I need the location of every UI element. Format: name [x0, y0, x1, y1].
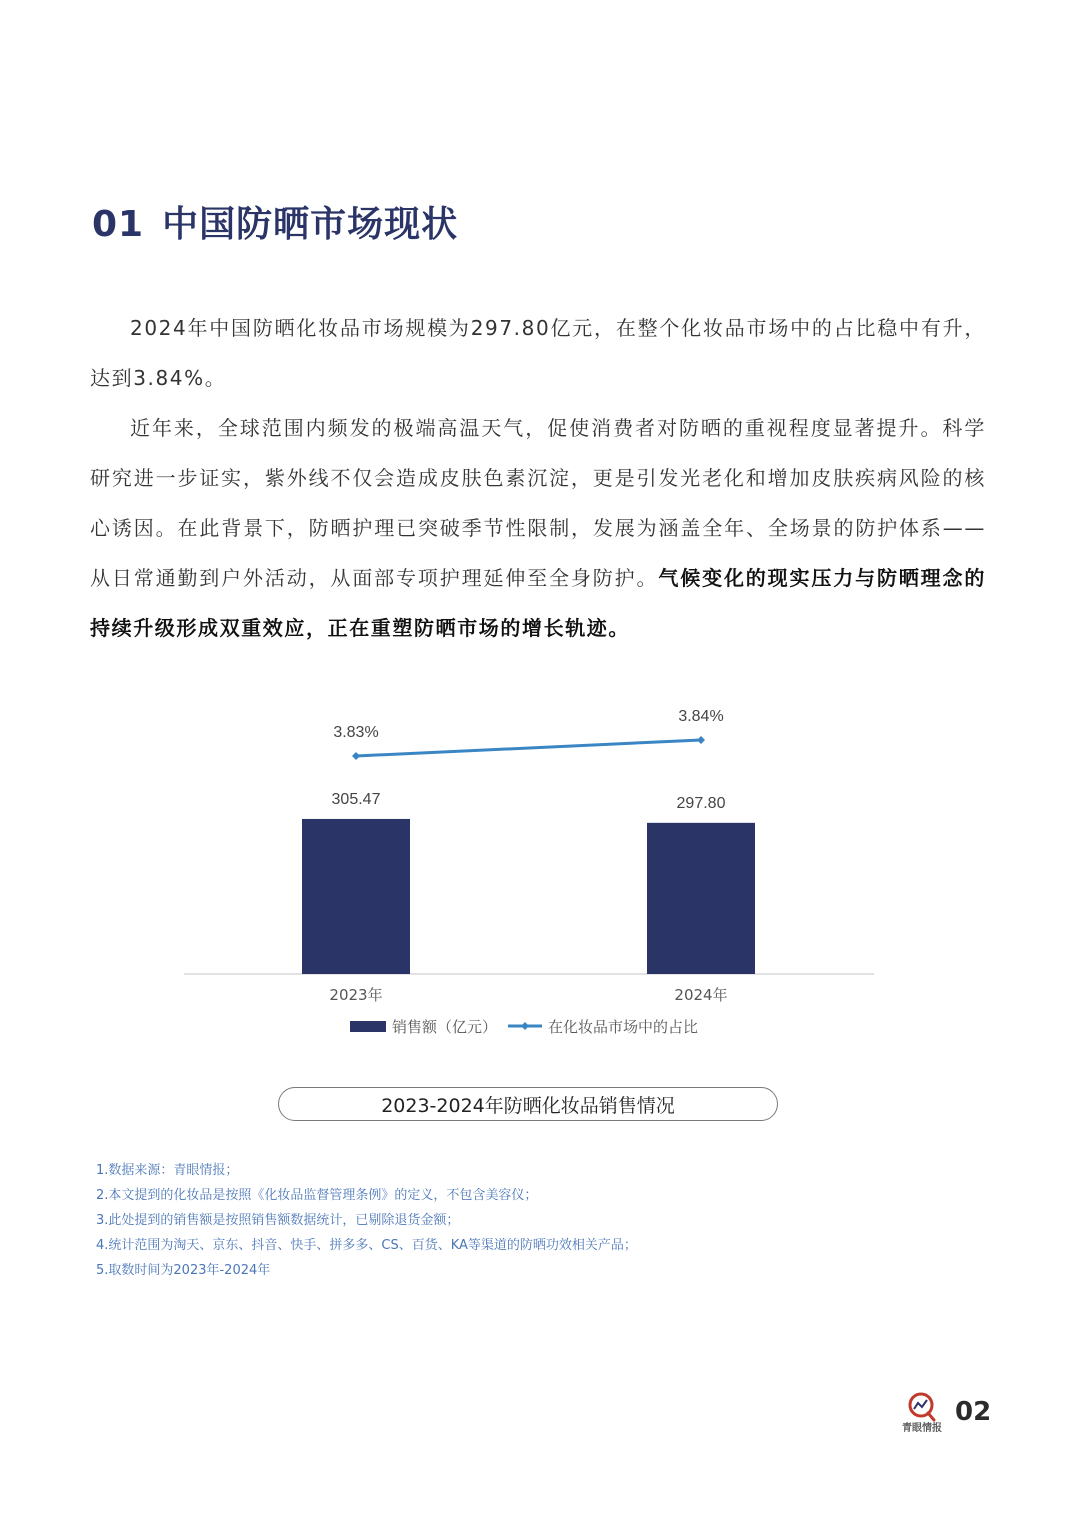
paragraph-2-text: 近年来，全球范围内频发的极端高温天气，促使消费者对防晒的重视程度显著提升。科学研究进一步证实，紫外线不仅会造成皮肤色素沉淀，更是引发光老化和增加皮肤疾病风险的核心诱因。在此背景下，防晒护理已突破季节性限制，发展为涵盖全年、全场景的防护体系——从日常通勤到户外活动，从面部专项护理延伸至全身防护。: [90, 416, 986, 590]
section-number: 01: [92, 204, 145, 245]
chart-caption: 2023-2024年防晒化妆品销售情况: [278, 1087, 778, 1121]
bar-data-label: 297.80: [676, 794, 726, 812]
x-tick-label: 2024年: [674, 986, 728, 1004]
legend-line-marker: [521, 1022, 529, 1030]
section-heading: 中国防晒市场现状: [162, 204, 459, 245]
bar-data-label: 305.47: [331, 790, 381, 808]
note-item: 2.本文提到的化妆品是按照《化妆品监督管理条例》的定义，不包含美容仪；: [96, 1188, 538, 1203]
line-data-label: 3.84%: [678, 708, 724, 725]
notes-list: [96, 1158, 637, 1283]
legend-line-label: 在化妆品市场中的占比: [548, 1018, 699, 1036]
paragraph-2: [90, 403, 986, 653]
note-item: 3.此处提到的销售额是按照销售额数据统计，已剔除退货金额；: [96, 1213, 460, 1228]
line-point: [352, 752, 360, 760]
page-number: 02: [955, 1397, 992, 1427]
note-item: 1.数据来源：青眼情报；: [96, 1163, 239, 1178]
line-point: [697, 736, 705, 744]
paragraph-1: 2024年中国防晒化妆品市场规模为297.80亿元，在整个化妆品市场中的占比稳中有升，达到3.84%。: [90, 316, 986, 390]
section-title: [92, 196, 458, 247]
magnifier-chart-icon: [897, 1392, 947, 1422]
x-tick-label: 2023年: [329, 986, 383, 1004]
share-series-line: [356, 740, 701, 756]
note-item: 4.统计范围为淘天、京东、抖音、快手、拼多多、CS、百货、KA等渠道的防晒功效相关产品；: [96, 1238, 637, 1253]
paragraph-2-highlight: 气候变化的现实压力与防晒理念的持续升级形成双重效应，正在重塑防晒市场的增长轨迹。: [90, 566, 986, 640]
logo: [897, 1392, 947, 1434]
bar: [302, 819, 410, 974]
logo-text: 青眼情报: [902, 1423, 942, 1434]
bar: [647, 823, 755, 974]
legend-bar-label: 销售额（亿元）: [392, 1018, 498, 1036]
sales-chart: [0, 690, 1080, 1050]
line-data-label: 3.83%: [333, 724, 379, 741]
note-item: 5.取数时间为2023年-2024年: [96, 1263, 271, 1278]
legend-bar-swatch: [350, 1021, 386, 1032]
body-text: [90, 303, 986, 653]
